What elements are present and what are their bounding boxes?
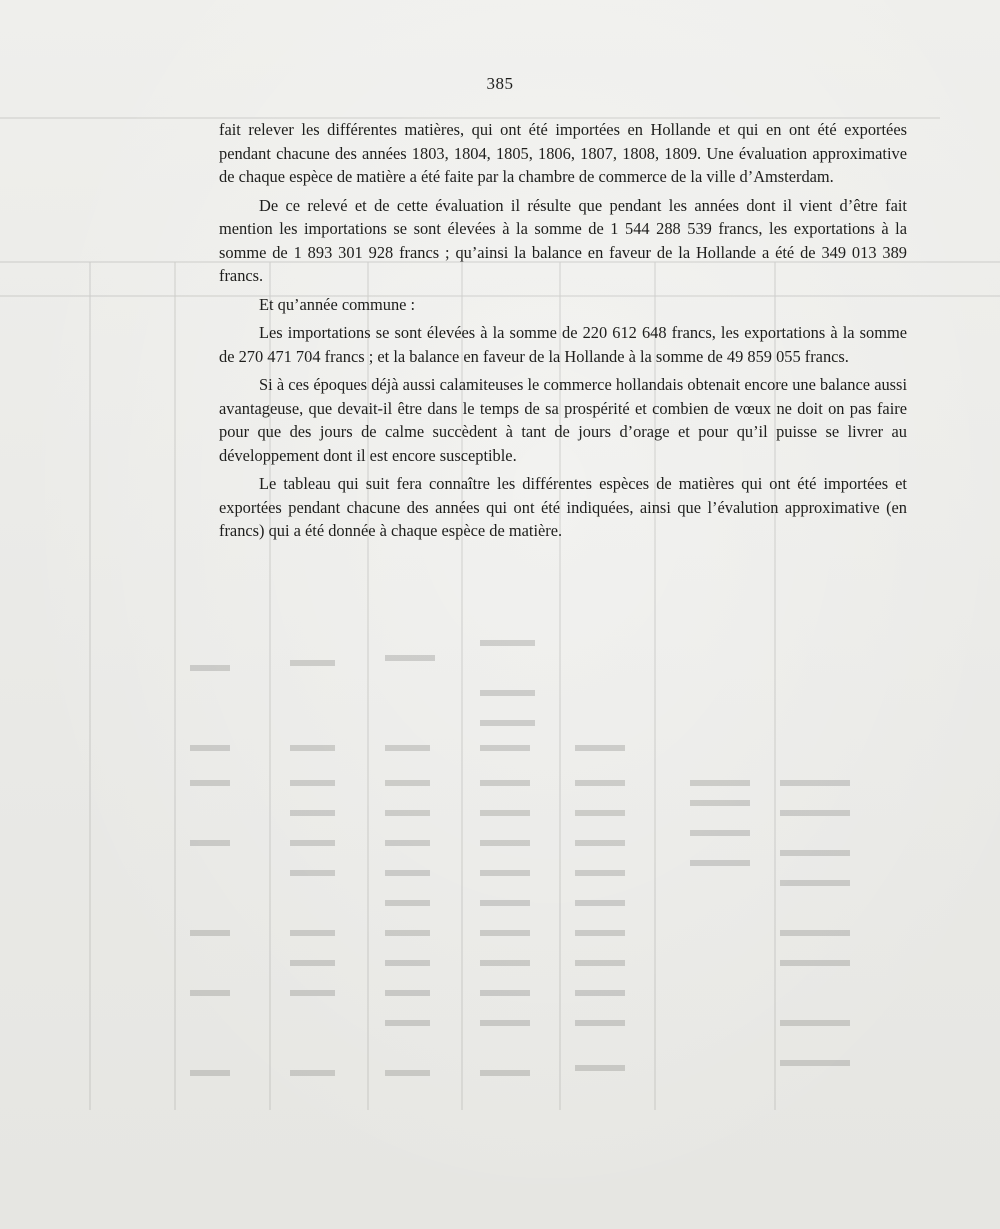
body-text (219, 118, 907, 543)
paragraph: Et qu’année commune : (259, 294, 416, 314)
paragraph: De ce relevé et de cette évaluation il résulte que pendant les années dont il vient d’être fait mention les importations se sont élevées à la somme de 1 544 288 539 francs, les exportations à la somme de 1 893 301 928 francs ; qu’ainsi la balance en faveur de la Hollande a été de 349 013 389 francs. (219, 195, 907, 285)
paragraph: Le tableau qui suit fera connaître les différentes espèces de matières qui ont été importées et exportées pendant chacune des années qui ont été indiquées, ainsi que l’évalution approximative (en francs) qui a été donnée à chaque espèce de matière. (219, 474, 907, 540)
page-number: 385 (486, 74, 514, 93)
paragraph: Les importations se sont élevées à la somme de 220 612 648 francs, les exportations à la somme de 270 471 704 francs ; et la balance en faveur de la Hollande à la somme de 49 859 055 francs. (219, 323, 907, 366)
paragraph: Si à ces époques déjà aussi calamiteuses le commerce hollandais obtenait encore une balance aussi avantageuse, que devait-il être dans le temps de sa prospérité et combien de vœux ne doit on pas faire pour que des jours de calme succèdent à tant de jours d’orage et pour qu’il puisse se livrer au développement dont il est encore susceptible. (219, 375, 907, 465)
paragraph: fait relever les différentes matières, qui ont été importées en Hollande et qui en ont été exportées pendant chacune des années 1803, 1804, 1805, 1806, 1807, 1808, 1809. Une évaluation approximative de chaque espèce de matière a été faite par la chambre de commerce de la ville d’Amsterdam. (219, 120, 907, 186)
